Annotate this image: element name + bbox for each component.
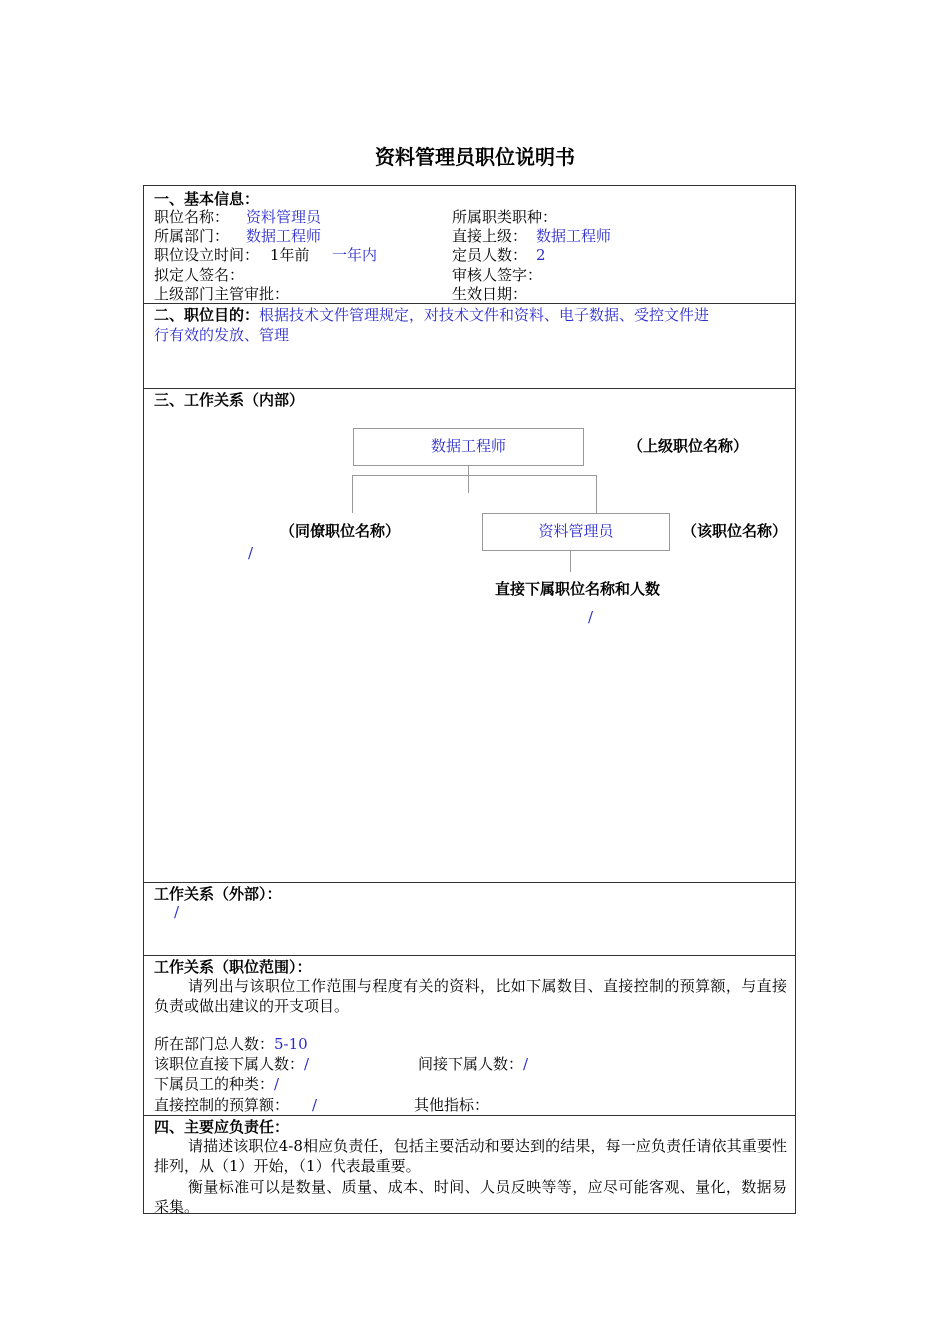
scope-instruction: 请列出与该职位工作范围与程度有关的资料，比如下属数目、直接控制的预算额，与直接负责或做出建议的开支项目。 bbox=[154, 977, 787, 1015]
setup-time-value-2: 一年内 bbox=[332, 246, 378, 264]
basic-info-heading: 一、基本信息： bbox=[154, 190, 260, 208]
sub-types-label: 下属员工的种类： bbox=[154, 1075, 275, 1093]
setup-time-label: 职位设立时间： bbox=[154, 246, 260, 264]
superior-label: 直接上级： bbox=[452, 227, 528, 245]
indirect-sub-value: / bbox=[523, 1055, 529, 1073]
purpose-heading: 二、职位目的： bbox=[154, 306, 260, 324]
document-title: 资料管理员职位说明书 bbox=[375, 145, 575, 169]
headcount-value: 2 bbox=[536, 246, 546, 264]
subordinate-value: / bbox=[588, 608, 594, 626]
budget-label: 直接控制的预算额： bbox=[154, 1096, 290, 1114]
approval-label: 上级部门主管审批： bbox=[154, 285, 290, 303]
duties-instruction-1: 请描述该职位4-8相应负责任，包括主要活动和要达到的结果，每一应负责任请依其重要性排列，从（1）开始，（1）代表最重要。 bbox=[154, 1137, 787, 1175]
connector-line bbox=[352, 475, 353, 513]
position-name-label: 职位名称： bbox=[154, 208, 230, 226]
scope-heading: 工作关系（职位范围）： bbox=[154, 958, 312, 976]
superior-value: 数据工程师 bbox=[536, 227, 612, 245]
direct-sub-row bbox=[154, 1054, 309, 1074]
divider bbox=[144, 955, 795, 956]
divider bbox=[144, 882, 795, 883]
position-name-value: 资料管理员 bbox=[246, 208, 322, 226]
sub-types-row bbox=[154, 1074, 279, 1094]
dept-total-value: 5-10 bbox=[274, 1035, 308, 1053]
budget-value: / bbox=[312, 1096, 318, 1114]
dept-total-row bbox=[154, 1034, 308, 1054]
direct-sub-label: 该职位直接下属人数： bbox=[154, 1055, 305, 1073]
job-description-table bbox=[143, 185, 796, 1214]
headcount-label: 定员人数： bbox=[452, 246, 528, 264]
purpose-text-2: 行有效的发放、管理 bbox=[154, 326, 290, 344]
peer-position-value: / bbox=[248, 544, 254, 562]
divider bbox=[144, 303, 795, 304]
dept-total-label: 所在部门总人数： bbox=[154, 1035, 275, 1053]
subordinate-caption: 直接下属职位名称和人数 bbox=[495, 580, 661, 598]
department-value: 数据工程师 bbox=[246, 227, 322, 245]
current-position-caption: （该职位名称） bbox=[682, 522, 788, 540]
indirect-sub-row bbox=[418, 1054, 528, 1074]
superior-position-caption: （上级职位名称） bbox=[628, 437, 749, 455]
duties-instruction-2: 衡量标准可以是数量、质量、成本、时间、人员反映等等，应尽可能客观、量化，数据易采集。 bbox=[154, 1178, 787, 1216]
superior-position-box: 数据工程师 bbox=[353, 428, 584, 466]
category-label: 所属职类职种： bbox=[452, 208, 558, 226]
sub-types-value: / bbox=[274, 1075, 280, 1093]
divider bbox=[144, 1115, 795, 1116]
current-position-box: 资料管理员 bbox=[482, 513, 670, 551]
peer-position-caption: （同僚职位名称） bbox=[280, 522, 401, 540]
direct-sub-value: / bbox=[304, 1055, 310, 1073]
effective-date-label: 生效日期： bbox=[452, 285, 528, 303]
indirect-sub-label: 间接下属人数： bbox=[418, 1055, 524, 1073]
purpose-text-1: 根据技术文件管理规定，对技术文件和资料、电子数据、受控文件进 bbox=[259, 306, 710, 324]
setup-time-value: 1年前 bbox=[270, 246, 310, 264]
internal-relations-heading: 三、工作关系（内部） bbox=[154, 391, 305, 409]
reviewer-signature-label: 审核人签字： bbox=[452, 266, 543, 284]
connector-line bbox=[570, 550, 571, 572]
connector-line bbox=[352, 475, 597, 476]
drafter-signature-label: 拟定人签名： bbox=[154, 266, 245, 284]
other-indicators-label: 其他指标： bbox=[414, 1096, 490, 1114]
connector-line bbox=[596, 475, 597, 513]
department-label: 所属部门： bbox=[154, 227, 230, 245]
external-relations-heading: 工作关系（外部）： bbox=[154, 885, 282, 903]
connector-line bbox=[468, 465, 469, 493]
divider bbox=[144, 388, 795, 389]
duties-heading: 四、主要应负责任： bbox=[154, 1118, 290, 1136]
purpose-line-1 bbox=[154, 305, 709, 325]
external-relations-value: / bbox=[174, 903, 180, 921]
